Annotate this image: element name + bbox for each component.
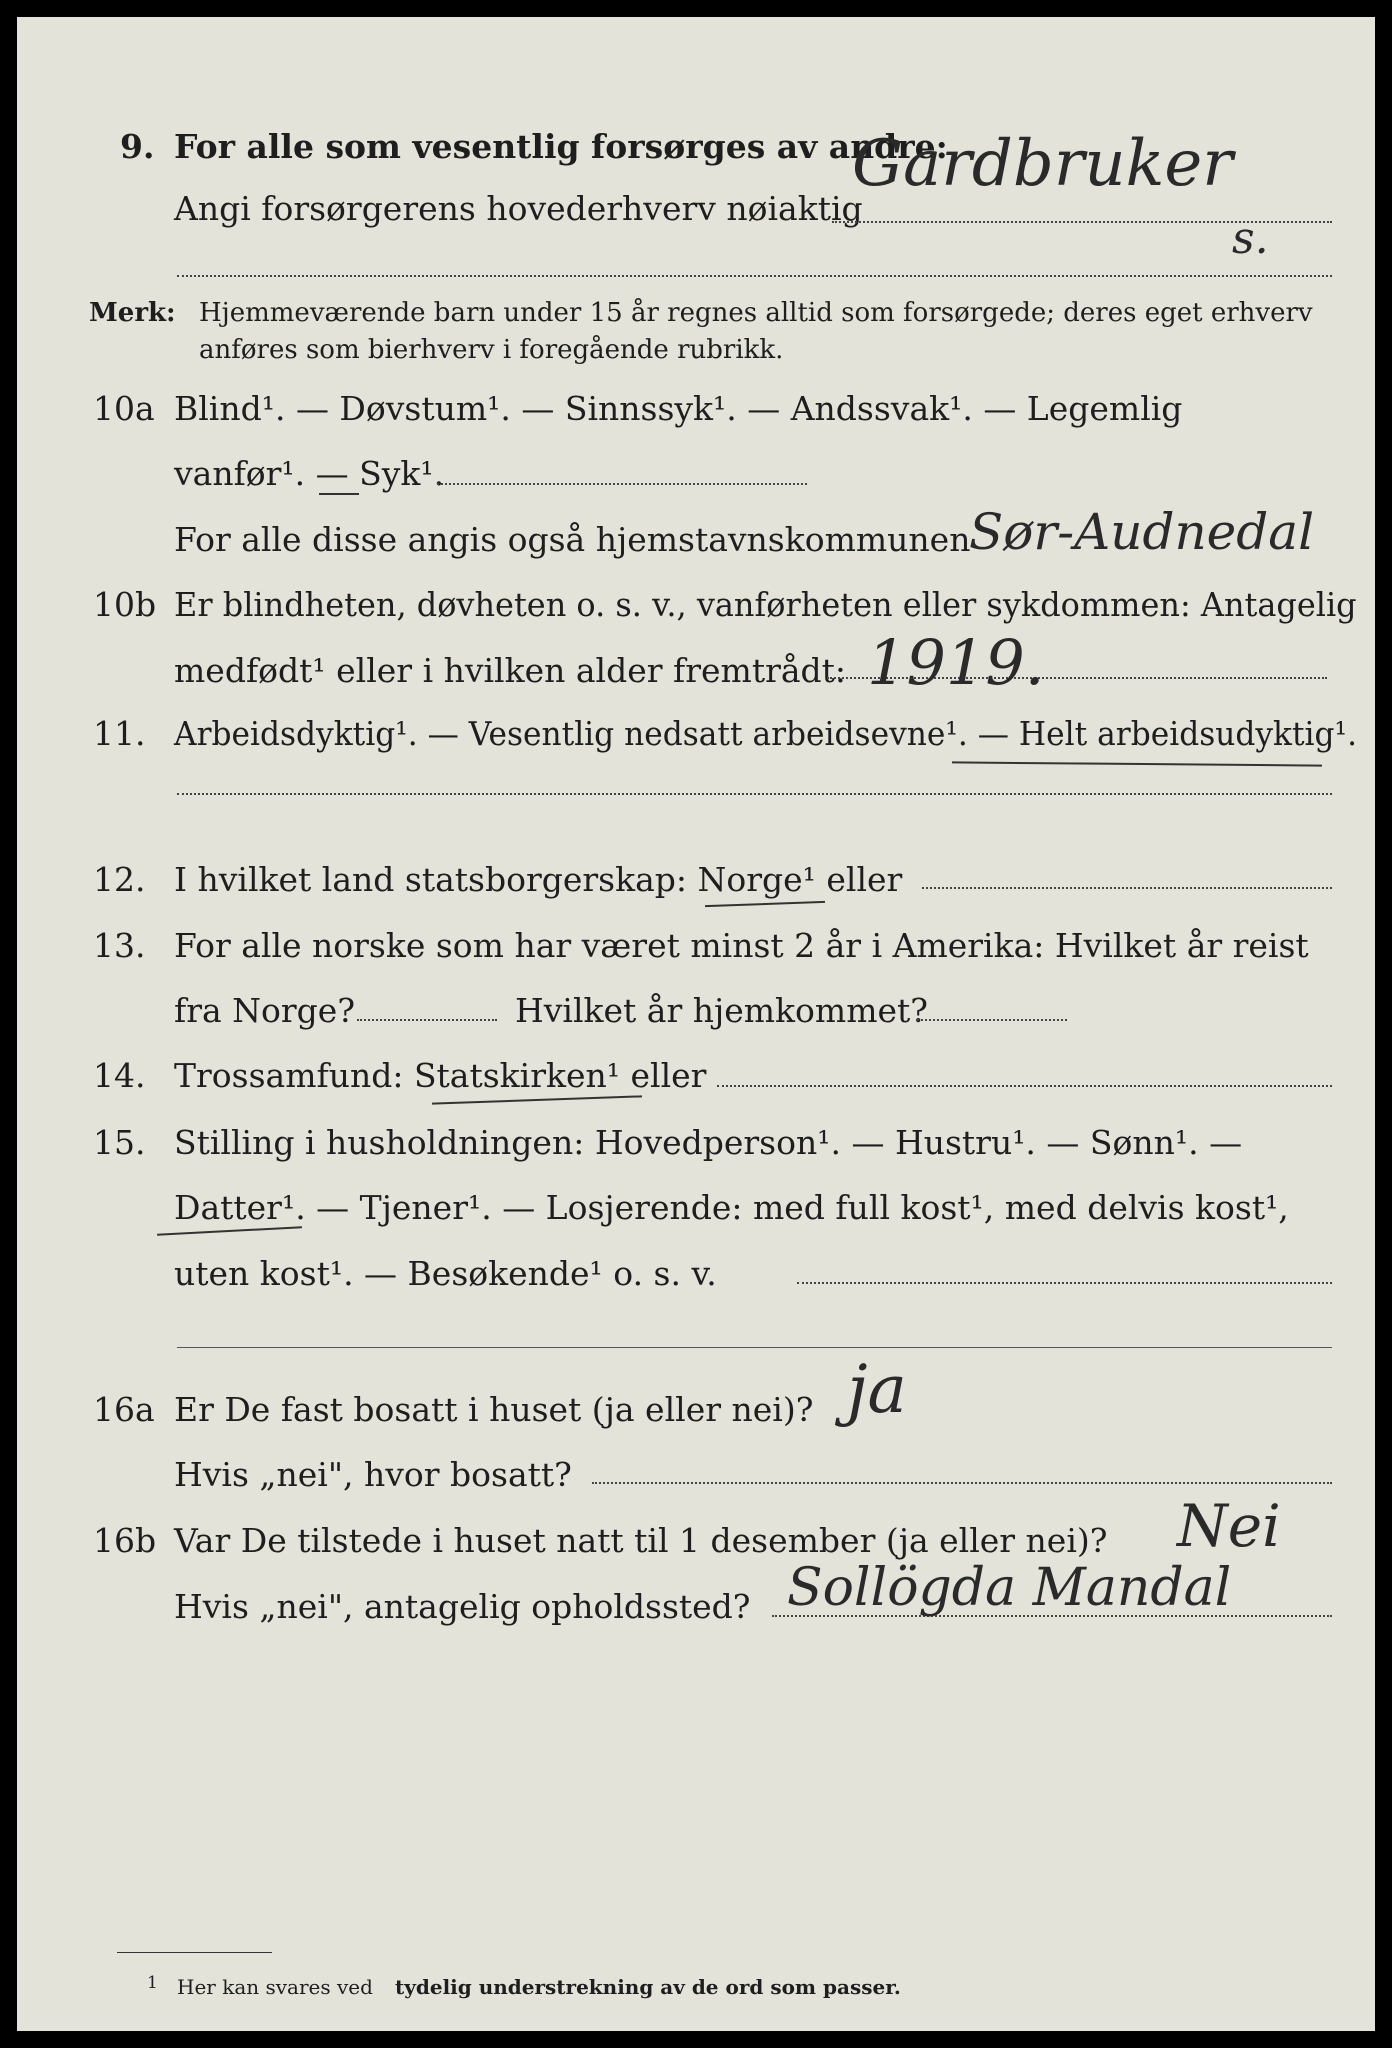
footnote-text-b: tydelig understrekning av de ord som passer.: [395, 1975, 901, 1999]
q9-answer-suffix: s.: [1232, 213, 1269, 264]
q15-datter-underline: [157, 1226, 302, 1236]
q12-number: 12.: [93, 860, 146, 899]
q11-number: 11.: [93, 714, 146, 753]
q9-extra-line: [177, 275, 1332, 277]
footnote-rule: [117, 1952, 272, 1953]
footnote-text-a: Her kan svares ved: [177, 1975, 373, 1999]
q15-line2: Datter¹. — Tjener¹. — Losjerende: med full kost¹, med delvis kost¹,: [174, 1188, 1289, 1227]
q10b-answer-year: 1919.: [867, 626, 1045, 699]
q12-line1: I hvilket land statsborgerskap: Norge¹ eller: [174, 860, 903, 899]
q12-blank: [922, 887, 1332, 889]
q13-line2b: Hvilket år hjemkommet?: [515, 991, 928, 1030]
q10a-syk-underline: [319, 493, 359, 495]
footnote-marker: 1: [147, 1973, 158, 1993]
q10a-line2: vanfør¹. — Syk¹.: [174, 454, 445, 493]
q15-line1: Stilling i husholdningen: Hovedperson¹. — Hustru¹. — Sønn¹. —: [174, 1123, 1243, 1162]
q16b-answer-location: Sollögda Mandal: [787, 1558, 1232, 1618]
q11-line1: Arbeidsdyktig¹. — Vesentlig nedsatt arbeidsevne¹. — Helt arbeidsudyktig¹.: [174, 714, 1358, 753]
census-form-sheet: [17, 17, 1375, 2031]
q16b-line2: Hvis „nei", antagelig opholdssted?: [174, 1587, 751, 1626]
q15-line3: uten kost¹. — Besøkende¹ o. s. v.: [174, 1254, 717, 1293]
merk-label: Merk:: [89, 298, 176, 328]
merk-line2: anføres som bierhverv i foregående rubrikk.: [199, 335, 784, 365]
q10a-line2-blank: [437, 483, 807, 485]
q14-blank: [717, 1085, 1332, 1087]
q10a-number: 10a: [93, 389, 155, 428]
q10a-answer-municipality: Sør-Audnedal: [969, 503, 1315, 561]
q15-extra-line: [177, 1347, 1332, 1348]
q14-line1: Trossamfund: Statskirken¹ eller: [174, 1056, 707, 1095]
q13-return-blank: [917, 1019, 1067, 1021]
q16b-number: 16b: [93, 1521, 157, 1560]
q10b-number: 10b: [93, 585, 157, 624]
q13-number: 13.: [93, 926, 146, 965]
q9-line2: Angi forsørgerens hovederhverv nøiaktig: [174, 189, 863, 228]
q16a-line2: Hvis „nei", hvor bosatt?: [174, 1455, 572, 1494]
q9-number: 9.: [120, 127, 155, 166]
q13-line1: For alle norske som har været minst 2 år i Amerika: Hvilket år reist: [174, 926, 1309, 965]
q11-extra-line: [177, 793, 1332, 795]
q15-blank: [797, 1282, 1332, 1284]
q9-answer-occupation: Gardbruker: [852, 127, 1233, 201]
q14-statskirken-underline: [432, 1095, 642, 1104]
q14-number: 14.: [93, 1056, 146, 1095]
q16b-answer-present: Nei: [1177, 1492, 1281, 1560]
q16a-answer: ja: [847, 1351, 907, 1428]
q12-norge-underline: [705, 901, 825, 907]
merk-line1: Hjemmeværende barn under 15 år regnes alltid som forsørgede; deres eget erhverv: [199, 298, 1313, 328]
q16a-line1: Er De fast bosatt i huset (ja eller nei)?: [174, 1390, 814, 1429]
q10a-line1: Blind¹. — Døvstum¹. — Sinnssyk¹. — Andssvak¹. — Legemlig: [174, 389, 1183, 428]
q13-line2a: fra Norge?: [174, 991, 356, 1030]
q16b-line1: Var De tilstede i huset natt til 1 desember (ja eller nei)?: [174, 1521, 1108, 1560]
q10b-line2: medfødt¹ eller i hvilken alder fremtrådt:: [174, 651, 847, 690]
q16a-number: 16a: [93, 1390, 155, 1429]
q16a-blank: [592, 1482, 1332, 1484]
q11-selection-underline: [952, 761, 1322, 766]
q13-departure-blank: [357, 1019, 497, 1021]
q10a-line3: For alle disse angis også hjemstavnskommunen: [174, 520, 971, 559]
q10b-line1: Er blindheten, døvheten o. s. v., vanførheten eller sykdommen: Antagelig: [174, 585, 1357, 624]
q15-number: 15.: [93, 1123, 146, 1162]
q9-line1: For alle som vesentlig forsørges av andre:: [174, 127, 948, 166]
